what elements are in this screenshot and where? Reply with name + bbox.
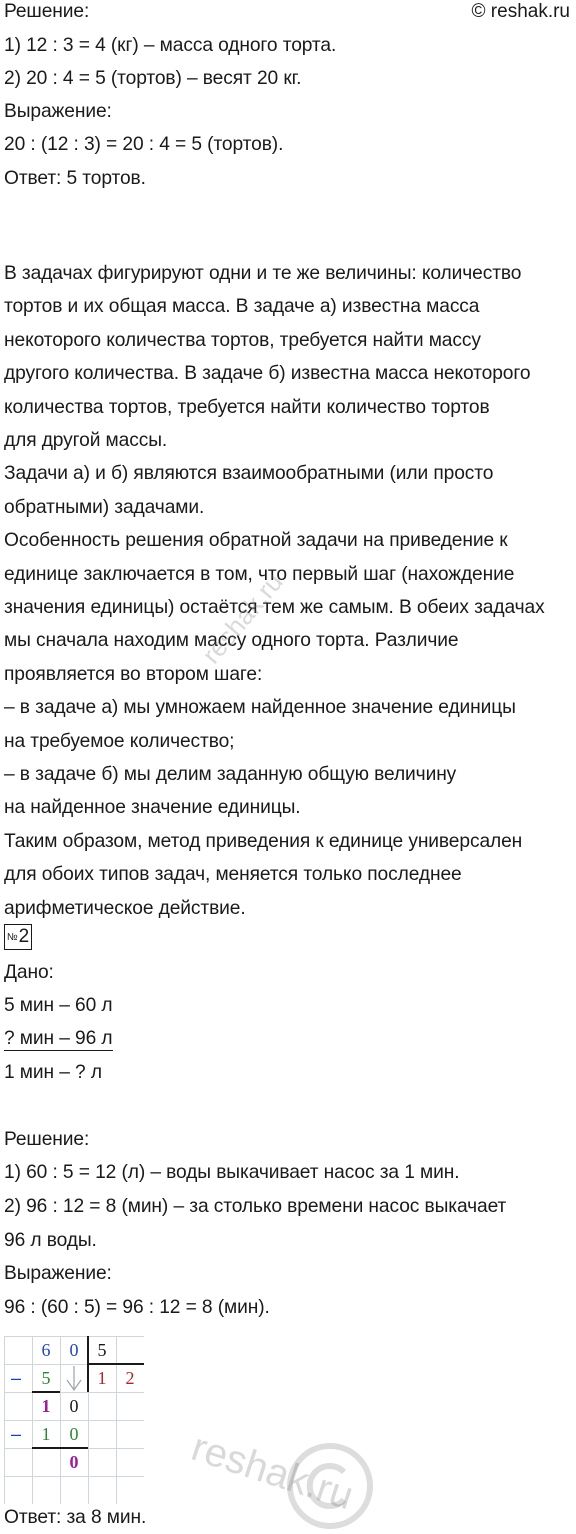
minus-sign: – [11, 1368, 22, 1388]
quotient-digit: 2 [125, 1368, 135, 1388]
task2-solution-label: Решение: [4, 1129, 90, 1150]
given-line-2-text: ? мин – 96 л [4, 1028, 113, 1049]
part1-step1: 1) 12 : 3 = 4 (кг) – масса одного торта. [4, 35, 337, 56]
dividend-digit: 0 [69, 1340, 79, 1360]
given-line-1: 5 мин – 60 л [4, 995, 113, 1016]
task2-expression-label: Выражение: [4, 1263, 112, 1284]
explanation-line: арифметическое действие. [4, 898, 246, 919]
final-remainder: 0 [69, 1452, 79, 1472]
explanation-line: мы сначала находим массу одного торта. Различие [4, 630, 459, 651]
part1-step2: 2) 20 : 4 = 5 (тортов) – весят 20 кг. [4, 68, 302, 89]
task2-expression: 96 : (60 : 5) = 96 : 12 = 8 (мин). [4, 1297, 270, 1318]
subtrahend-digit: 1 [41, 1424, 51, 1444]
explanation-line: В задачах фигурируют одни и те же величины: количество [4, 263, 522, 284]
subtrahend-digit: 5 [41, 1368, 51, 1388]
task-number: 2 [18, 926, 30, 947]
explanation-line: для обоих типов задач, меняется только последнее [4, 864, 462, 885]
solution-heading: Решение: [4, 1, 90, 22]
explanation-line: значения единицы) остаётся тем же самым. В обеих задачах [4, 597, 545, 618]
given-label: Дано: [4, 962, 54, 983]
subtrahend-digit: 0 [69, 1424, 79, 1444]
explanation-line: на найденное значение единицы. [4, 797, 301, 818]
explanation-line: – в задаче б) мы делим заданную общую величину [4, 764, 457, 785]
division-bracket-horizontal [88, 1363, 144, 1365]
remainder-digit: 1 [41, 1396, 51, 1416]
explanation-line: Особенность решения обратной задачи на приведение к [4, 530, 508, 551]
number-sign: № [6, 932, 18, 943]
part1-expression-label: Выражение: [4, 101, 112, 122]
long-division-grid [4, 1336, 144, 1504]
part1-answer: Ответ: 5 тортов. [4, 168, 146, 189]
explanation-line: другого количества. В задаче б) известна масса некоторого [4, 363, 531, 384]
explanation-line: для другой массы. [4, 430, 168, 451]
watermark: reshak.ru [186, 1425, 359, 1519]
quotient-digit: 1 [97, 1368, 107, 1388]
copyright-label: © reshak.ru [471, 1, 570, 22]
task2-step2: 2) 96 : 12 = 8 (мин) – за столько времени насос выкачает [4, 1196, 507, 1217]
task2-answer: Ответ: за 8 мин. [4, 1507, 147, 1528]
explanation-line: единице заключается в том, что первый шаг (нахождение [4, 564, 515, 585]
explanation-line: – в задаче а) мы умножаем найденное значение единицы [4, 697, 516, 718]
explanation-line: Таким образом, метод приведения к единице универсален [4, 831, 523, 852]
given-line-2 [4, 1027, 113, 1051]
copyright-watermark-icon [282, 1438, 378, 1534]
explanation-line: количества тортов, требуется найти количество тортов [4, 397, 490, 418]
dividend-digit: 6 [41, 1340, 51, 1360]
arrow-down-icon [60, 1364, 88, 1392]
minus-sign: – [11, 1424, 22, 1444]
task2-step2-continued: 96 л воды. [4, 1230, 97, 1251]
explanation-line: обратными) задачами. [4, 497, 205, 518]
explanation-line: некоторого количества тортов, требуется найти массу [4, 330, 481, 351]
given-line-3: 1 мин – ? л [4, 1062, 102, 1083]
explanation-line: на требуемое количество; [4, 731, 235, 752]
explanation-line: проявляется во втором шаге: [4, 664, 263, 685]
task2-step1: 1) 60 : 5 = 12 (л) – воды выкачивает насос за 1 мин. [4, 1162, 460, 1183]
explanation-line: Задачи а) и б) являются взаимообратными (или просто [4, 463, 494, 484]
part1-expression: 20 : (12 : 3) = 20 : 4 = 5 (тортов). [4, 134, 284, 155]
divisor-digit: 5 [97, 1340, 107, 1360]
watermark: reshak.ru [196, 566, 289, 670]
subtraction-line [32, 1391, 60, 1393]
explanation-line: тортов и их общая масса. В задаче а) известна масса [4, 296, 480, 317]
task-number-badge [4, 924, 32, 950]
remainder-digit: 0 [69, 1396, 79, 1416]
subtraction-line [32, 1447, 88, 1449]
